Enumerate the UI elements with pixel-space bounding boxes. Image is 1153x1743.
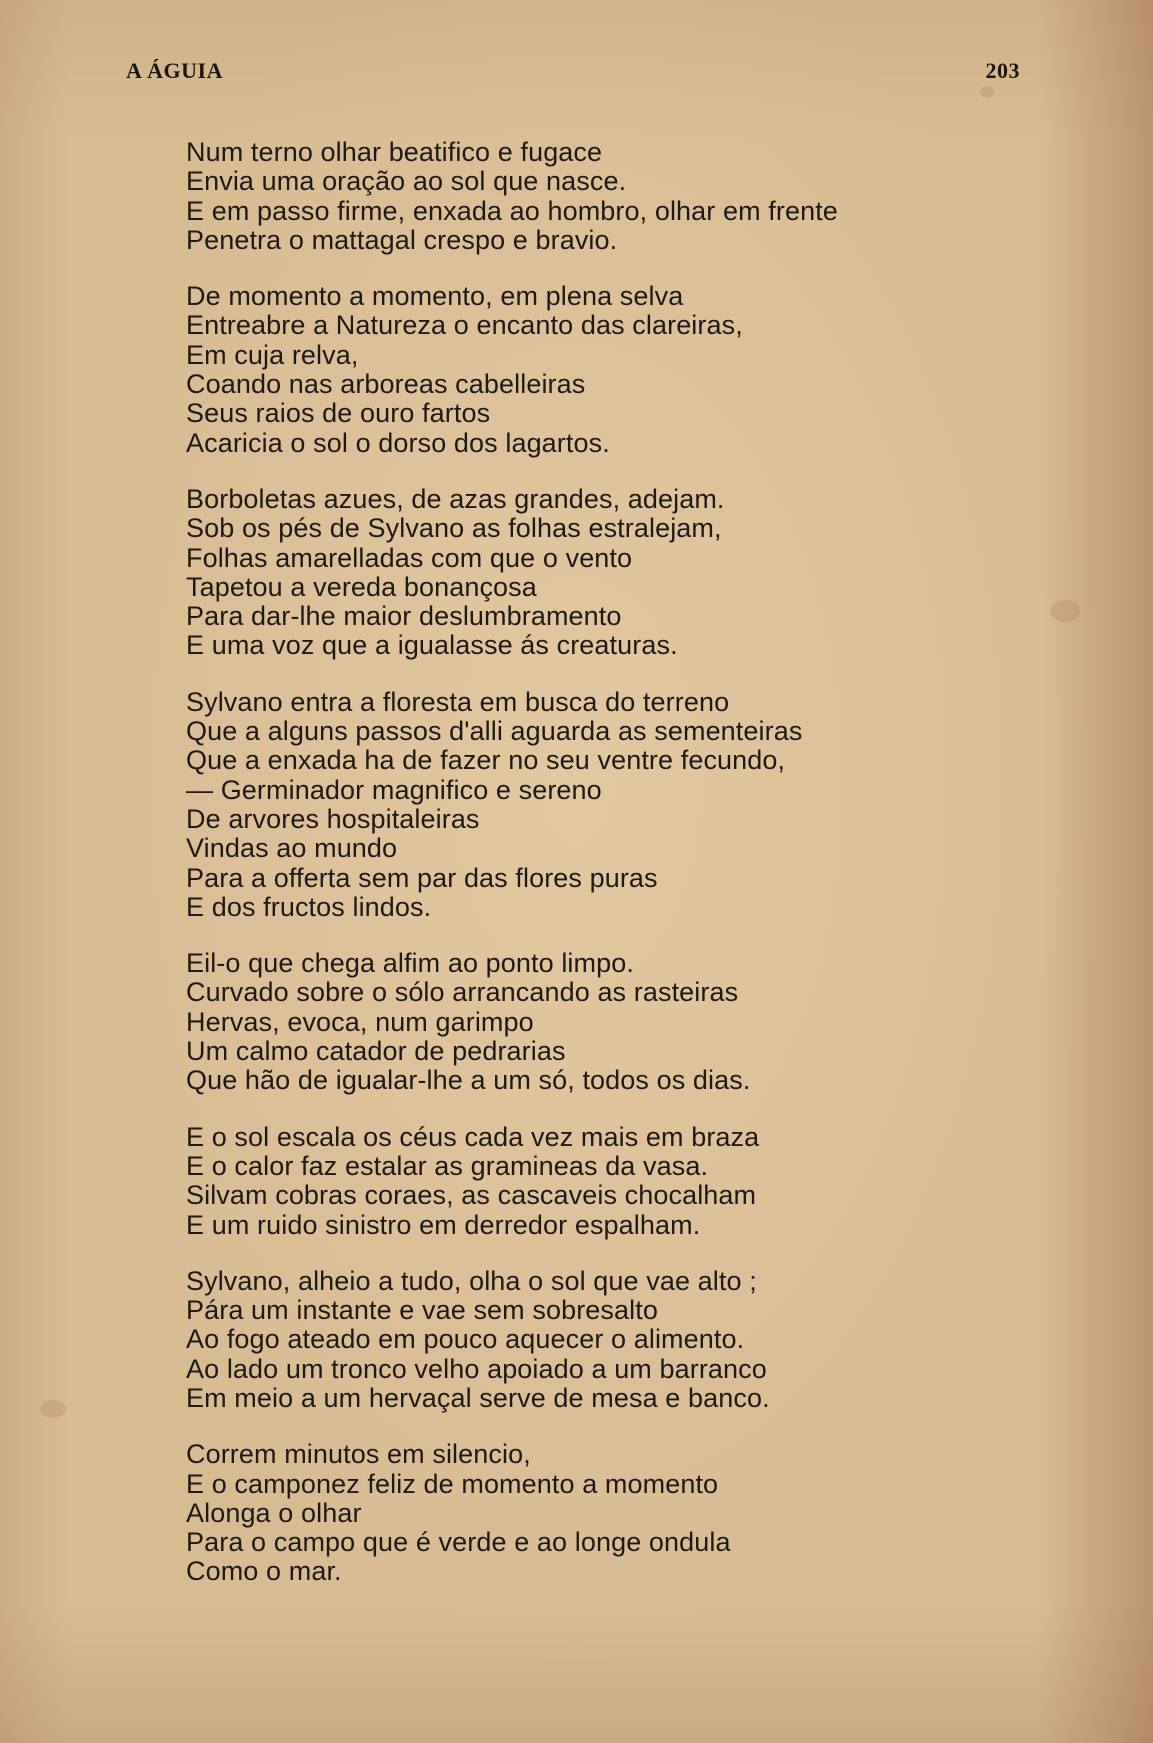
verse-line: Num terno olhar beatifico e fugace <box>186 137 603 167</box>
journal-title: A ÁGUIA <box>126 58 224 83</box>
stanza <box>186 1267 966 1413</box>
verse-line: Para dar-lhe maior deslumbramento <box>186 601 622 632</box>
stanza <box>186 138 966 255</box>
verse-line: Eil-o que chega alfim ao ponto limpo. <box>186 948 634 979</box>
stanza <box>186 485 966 661</box>
verse-line: Em meio a um hervaçal serve de mesa e banco. <box>186 1382 770 1413</box>
paper-stain <box>40 1400 66 1418</box>
stanza <box>186 1440 966 1586</box>
verse-line: Seus raios de ouro fartos <box>186 398 491 429</box>
verse-line: — Germinador magnifico e sereno <box>186 774 602 805</box>
verse-line: Que a enxada ha de fazer no seu ventre fecundo, <box>186 745 786 776</box>
verse-line: Como o mar. <box>186 1556 342 1587</box>
verse-line: E uma voz que a igualasse ás creaturas. <box>186 630 678 661</box>
verse-line: Acaricia o sol o dorso dos lagartos. <box>186 427 610 458</box>
verse-line: Ao fogo ateado em pouco aquecer o alimento. <box>186 1324 745 1355</box>
running-header <box>126 52 1020 88</box>
verse-line: Que hão de igualar-lhe a um só, todos os dias. <box>186 1065 751 1096</box>
verse-line: De momento a momento, em plena selva <box>186 281 684 312</box>
verse-line: Penetra o mattagal crespo e bravio. <box>186 224 618 255</box>
verse-line: Hervas, evoca, num garimpo <box>186 1006 534 1037</box>
verse-line: Borboletas azues, de azas grandes, adejam. <box>186 483 725 514</box>
page-number: 203 <box>985 58 1020 83</box>
verse-line: Em cuja relva, <box>186 339 359 370</box>
verse-line: Para o campo que é verde e ao longe ondula <box>186 1527 731 1558</box>
verse-line: E o calor faz estalar as gramineas da vasa. <box>186 1150 709 1181</box>
verse-line: E o sol escala os céus cada vez mais em braza <box>186 1121 760 1152</box>
verse-line: Sylvano, alheio a tudo, olha o sol que vae alto ; <box>186 1265 757 1296</box>
paper-stain <box>1050 600 1080 622</box>
verse-line: Ao lado um tronco velho apoiado a um barranco <box>186 1353 767 1384</box>
verse-line: E em passo firme, enxada ao hombro, olhar em frente <box>186 195 838 226</box>
verse-line: Curvado sobre o sólo arrancando as rasteiras <box>186 977 739 1008</box>
verse-line: Envia uma oração ao sol que nasce. <box>186 166 627 197</box>
verse-line: E um ruido sinistro em derredor espalham. <box>186 1209 701 1240</box>
verse-line: Para a offerta sem par das flores puras <box>186 862 658 893</box>
verse-line: Silvam cobras coraes, as cascaveis chocalham <box>186 1180 757 1211</box>
verse-line: Que a alguns passos d'alli aguarda as sementeiras <box>186 716 803 747</box>
verse-line: Sylvano entra a floresta em busca do terreno <box>186 686 730 717</box>
stanza <box>186 282 966 458</box>
verse-line: Pára um instante e vae sem sobresalto <box>186 1295 658 1326</box>
poem-body <box>186 138 966 1614</box>
verse-line: E dos fructos lindos. <box>186 891 432 922</box>
verse-line: Sob os pés de Sylvano as folhas estralejam, <box>186 513 722 544</box>
verse-line: Tapetou a vereda bonançosa <box>186 571 537 602</box>
verse-line: Coando nas arboreas cabelleiras <box>186 369 586 400</box>
verse-line: Entreabre a Natureza o encanto das clareiras, <box>186 310 743 341</box>
verse-line: De arvores hospitaleiras <box>186 803 480 834</box>
stanza <box>186 1123 966 1240</box>
verse-line: Correm minutos em silencio, <box>186 1439 531 1470</box>
verse-line: Alonga o olhar <box>186 1497 362 1528</box>
stanza <box>186 949 966 1095</box>
verse-line: E o camponez feliz de momento a momento <box>186 1468 719 1499</box>
verse-line: Vindas ao mundo <box>186 833 398 864</box>
verse-line: Folhas amarelladas com que o vento <box>186 542 633 573</box>
verse-line: Um calmo catador de pedrarias <box>186 1036 566 1067</box>
stanza <box>186 688 966 922</box>
